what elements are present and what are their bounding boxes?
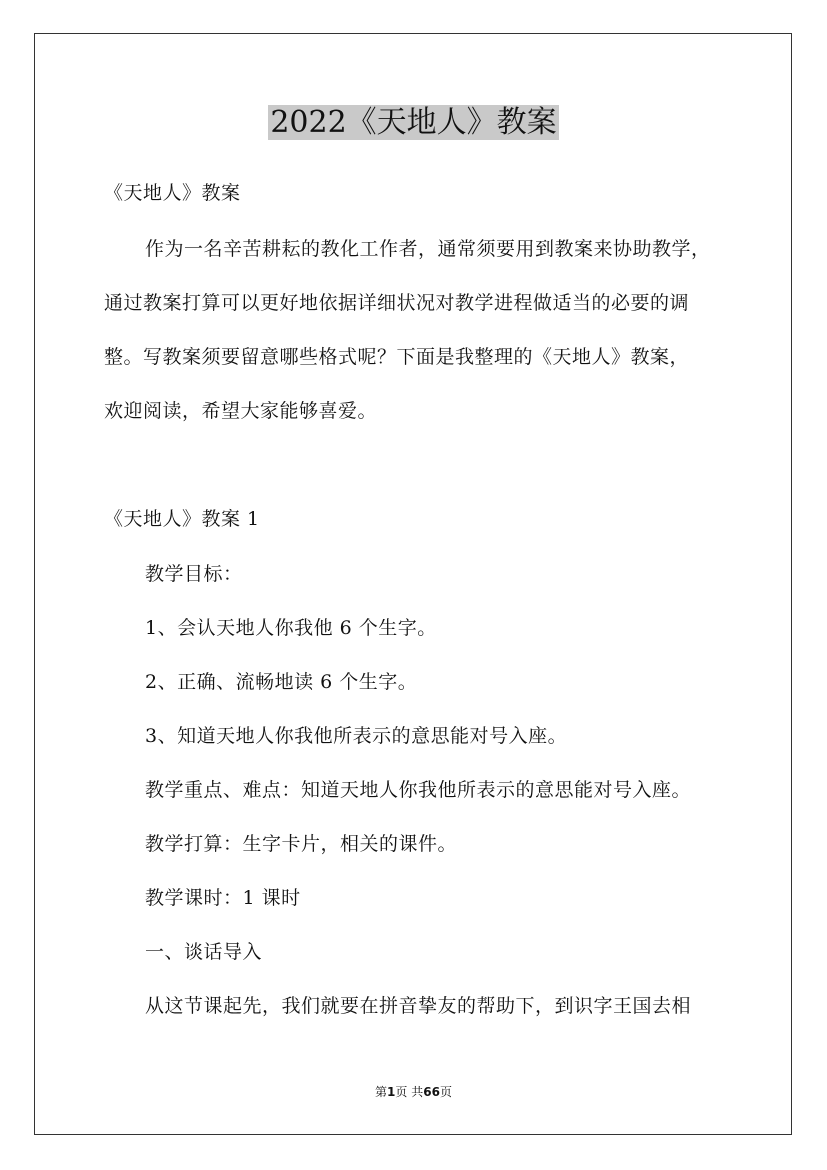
- paragraph-line: 教学课时：1 课时: [145, 887, 301, 909]
- intro-heading: 《天地人》教案: [104, 182, 241, 204]
- paragraph-line: 通过教案打算可以更好地依据详细状况对教学进程做适当的必要的调: [104, 292, 690, 314]
- paragraph-line: 作为一名辛苦耕耘的教化工作者，通常须要用到教案来协助教学，: [145, 238, 711, 260]
- paragraph-line: 教学目标：: [145, 563, 243, 585]
- paragraph-line: 3、知道天地人你我他所表示的意思能对号入座。: [145, 725, 568, 747]
- page-footer: 第1页 共66页: [375, 1085, 452, 1099]
- paragraph-line: 1、会认天地人你我他 6 个生字。: [145, 617, 437, 639]
- document-title: 2022《天地人》教案: [270, 105, 557, 140]
- paragraph-line: 2、正确、流畅地读 6 个生字。: [145, 671, 418, 693]
- paragraph-line: 从这节课起先，我们就要在拼音挚友的帮助下，到识字王国去相: [145, 995, 692, 1017]
- paragraph-line: 一、谈话导入: [145, 941, 263, 963]
- section-heading: 《天地人》教案 1: [104, 508, 260, 530]
- paragraph-line: 教学打算：生字卡片，相关的课件。: [145, 833, 458, 855]
- paragraph-line: 欢迎阅读，希望大家能够喜爱。: [104, 400, 378, 422]
- paragraph-line: 整。写教案须要留意哪些格式呢？下面是我整理的《天地人》教案，: [104, 346, 690, 368]
- paragraph-line: 教学重点、难点：知道天地人你我他所表示的意思能对号入座。: [145, 779, 692, 801]
